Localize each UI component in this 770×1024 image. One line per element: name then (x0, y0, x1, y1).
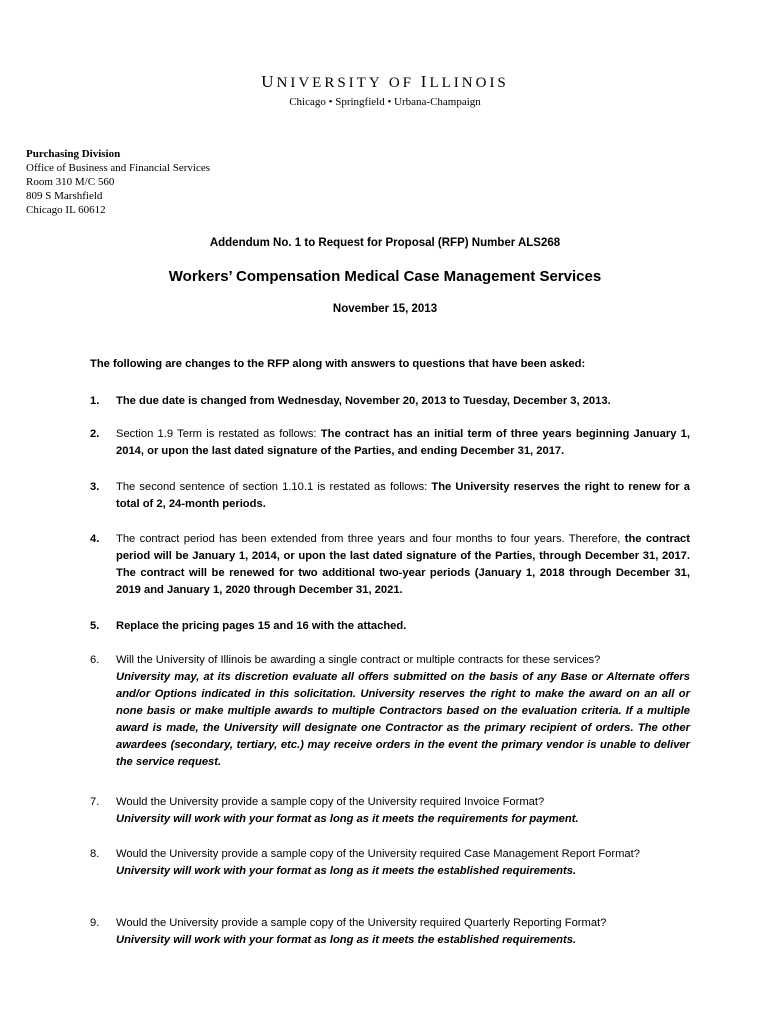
list-item (90, 652, 690, 771)
list-item (90, 618, 690, 635)
item-text-bold: The contract has an initial term of three years beginning January 1, 2014, or upon the last dated signature of the Parties, and ending December 31, 2017. (116, 428, 690, 457)
list-item (90, 393, 690, 410)
answer-text: University will work with your format as long as it meets the requirements for payment. (116, 813, 579, 825)
item-number: 5. (90, 620, 100, 632)
item-text-bold: The University reserves the right to renew for a total of 2, 24-month periods. (116, 481, 690, 510)
address-block (26, 147, 210, 217)
title-initial-u: U (261, 72, 277, 91)
item-number: 7. (90, 796, 100, 808)
answer-text: University will work with your format as long as it meets the established requirements. (116, 865, 577, 877)
answer-text: University will work with your format as long as it meets the established requirements. (116, 934, 577, 946)
question-text: Would the University provide a sample copy of the University required Case Management Report Format? (116, 848, 640, 860)
address-line: Office of Business and Financial Services (26, 162, 211, 174)
document-title: Workers’ Compensation Medical Case Management Services (168, 268, 602, 285)
item-text: Section 1.9 Term is restated as follows: (116, 428, 321, 440)
list-item (90, 426, 690, 460)
item-text: The second sentence of section 1.10.1 is restated as follows: (116, 481, 432, 493)
title-part-2: LLINOIS (429, 75, 509, 91)
answer-text: University may, at its discretion evaluate all offers submitted on the basis of any Base or Alternate offers and/or Options indicated in this solicitation. University reserves the right to make the award on an all or none basis or make multiple awards to multiple Contractors based on the evaluation criteria. If a multiple award is made, the University will designate one Contractor as the primary recipient of orders. The other awardees (secondary, tertiary, etc.) may receive orders in the event the primary vendor is unable to deliver the service request. (116, 671, 690, 768)
item-number: 6. (90, 654, 100, 666)
university-name (0, 72, 770, 92)
addendum-heading: Addendum No. 1 to Request for Proposal (RFP) Number ALS268 (209, 237, 561, 249)
list-item (90, 846, 690, 880)
item-number: 1. (90, 395, 100, 407)
list-item (90, 915, 690, 949)
division-name: Purchasing Division (26, 148, 121, 160)
intro-text: The following are changes to the RFP along with answers to questions that have been asked: (90, 358, 586, 370)
campus-list: Chicago • Springfield • Urbana-Champaign (289, 96, 481, 108)
item-text-bold: the contract period will be January 1, 2014, or upon the last dated signature of the Parties, through December 31, 2017. The contract will be renewed for two additional two-year periods (January 1, 2018 through December 31, 2019 and January 1, 2020 through December 31, 2021. (116, 533, 690, 596)
document-date: November 15, 2013 (332, 303, 438, 315)
address-line: Room 310 M/C 560 (26, 176, 115, 188)
item-number: 3. (90, 481, 100, 493)
item-number: 2. (90, 428, 100, 440)
question-text: Will the University of Illinois be awarding a single contract or multiple contracts for these services? (116, 654, 601, 666)
item-text: The due date is changed from Wednesday, November 20, 2013 to Tuesday, December 3, 2013. (116, 395, 611, 407)
title-part-1: NIVERSITY OF (276, 75, 421, 91)
item-number: 8. (90, 848, 100, 860)
item-number: 4. (90, 533, 100, 545)
list-item (90, 531, 690, 599)
question-text: Would the University provide a sample copy of the University required Quarterly Reporting Format? (116, 917, 607, 929)
item-number: 9. (90, 917, 100, 929)
item-text: Replace the pricing pages 15 and 16 with the attached. (116, 620, 407, 632)
address-line: Chicago IL 60612 (26, 204, 106, 216)
question-text: Would the University provide a sample copy of the University required Invoice Format? (116, 796, 545, 808)
title-initial-i: I (420, 72, 430, 91)
item-text: The contract period has been extended from three years and four months to four years. Therefore, (116, 533, 625, 545)
list-item (90, 479, 690, 513)
address-line: 809 S Marshfield (26, 190, 103, 202)
list-item (90, 794, 690, 828)
